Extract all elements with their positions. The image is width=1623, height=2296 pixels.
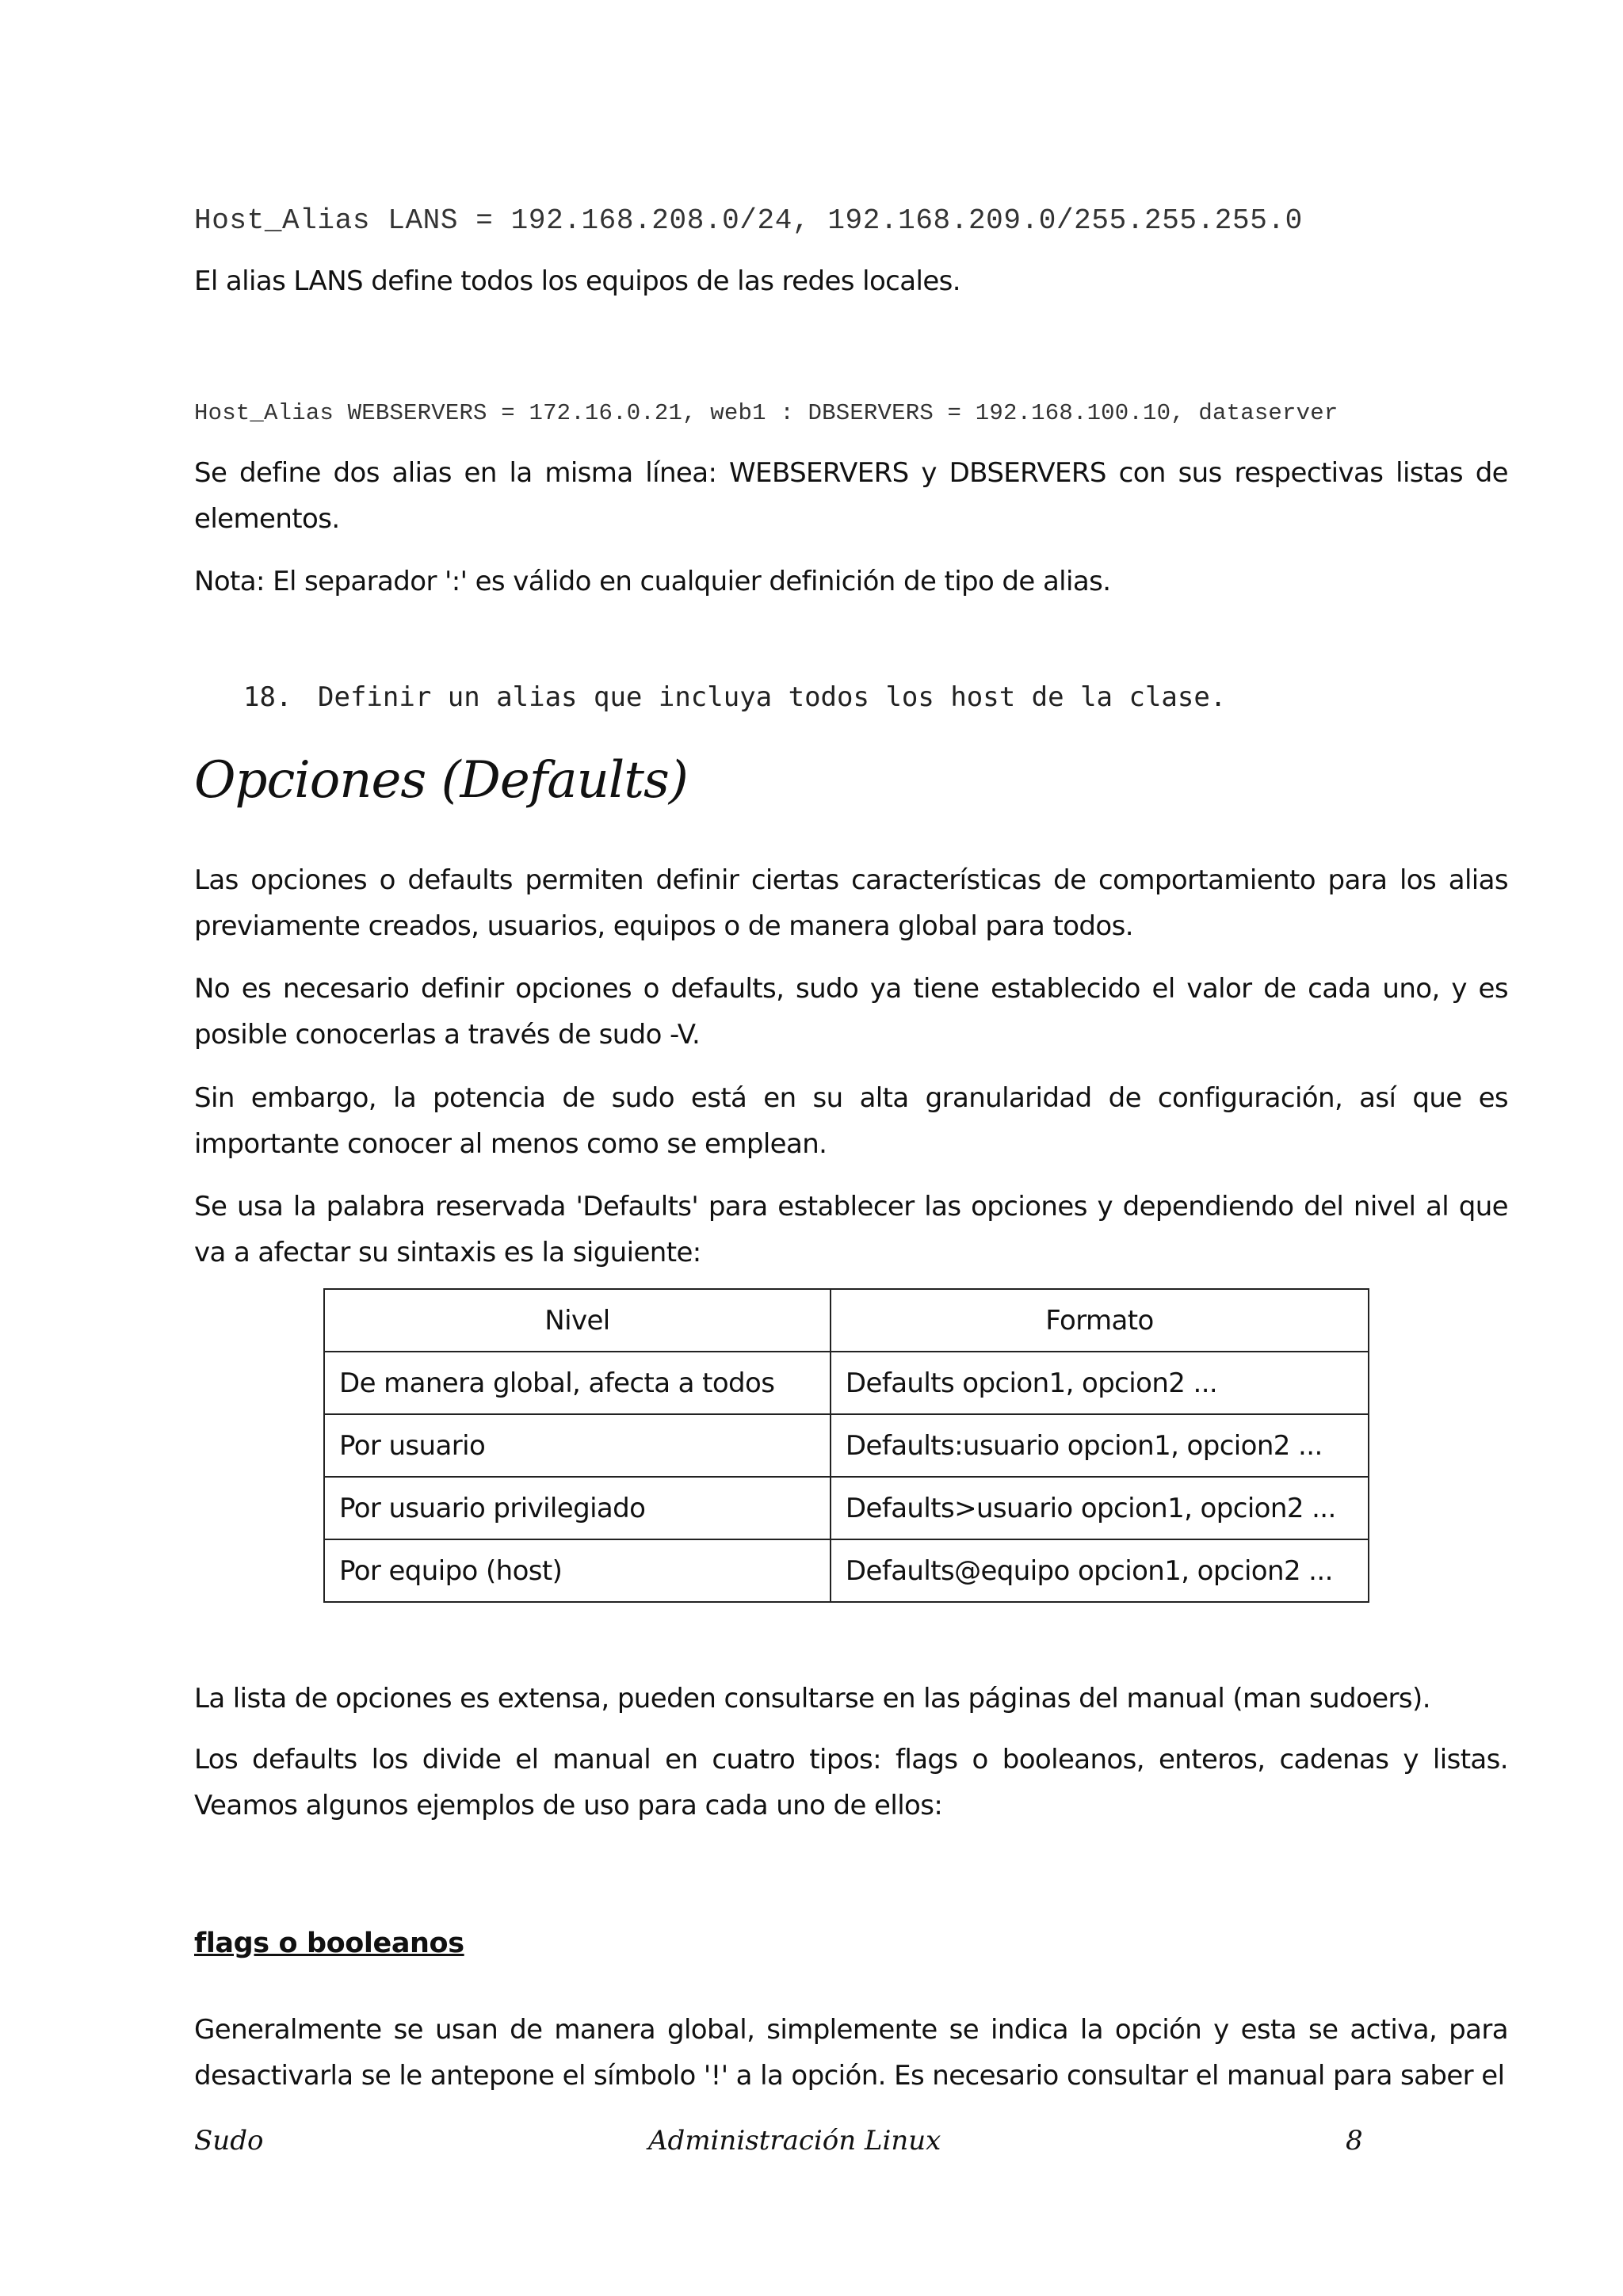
paragraph-opciones-4: Se usa la palabra reservada 'Defaults' para establecer las opciones y dependiendo del nivel al que va a afectar su sintaxis es la siguiente:: [194, 1191, 1508, 1268]
paragraph-lista: La lista de opciones es extensa, pueden consultarse en las páginas del manual (man sudoers).: [194, 1683, 1430, 1714]
paragraph-opciones-3: Sin embargo, la potencia de sudo está en su alta granularidad de configuración, así que es importante conocer al menos como se emplean.: [194, 1082, 1508, 1160]
table-cell-nivel: Por equipo (host): [324, 1539, 831, 1602]
table-header-formato: Formato: [831, 1289, 1369, 1352]
table-cell-formato: Defaults:usuario opcion1, opcion2 ...: [831, 1414, 1369, 1477]
subheading-flags: flags o booleanos: [194, 1928, 464, 1959]
table-row: [324, 1414, 1369, 1477]
footer-left-title: Sudo: [194, 2125, 264, 2157]
table-header-row: [324, 1289, 1369, 1352]
paragraph-opciones-1: Las opciones o defaults permiten definir ciertas características de comportamiento para los alias previamente creados, usuarios, equipos o de manera global para todos.: [194, 864, 1508, 942]
footer-page-number: 8: [1346, 2125, 1363, 2157]
defaults-syntax-table: [323, 1288, 1369, 1603]
table-cell-nivel: Por usuario: [324, 1414, 831, 1477]
paragraph-opciones-2: No es necesario definir opciones o defaults, sudo ya tiene establecido el valor de cada uno, y es posible conocerlas a través de sudo -V.: [194, 973, 1508, 1051]
table-cell-formato: Defaults opcion1, opcion2 ...: [831, 1352, 1369, 1414]
table-row: [324, 1477, 1369, 1539]
exercise-number: 18.: [243, 681, 292, 713]
paragraph-tipos: Los defaults los divide el manual en cuatro tipos: flags o booleanos, enteros, cadenas y listas. Veamos algunos ejemplos de uso para cada uno de ellos:: [194, 1744, 1508, 1821]
exercise-item: [243, 681, 1508, 713]
table-cell-formato: Defaults>usuario opcion1, opcion2 ...: [831, 1477, 1369, 1539]
paragraph-lans: El alias LANS define todos los equipos de las redes locales.: [194, 265, 960, 297]
paragraph-nota: Nota: El separador ':' es válido en cualquier definición de tipo de alias.: [194, 566, 1111, 597]
table-header-nivel: Nivel: [324, 1289, 831, 1352]
paragraph-flags: Generalmente se usan de manera global, simplemente se indica la opción y esta se activa, para desactivarla se le antepone el símbolo '!' a la opción. Es necesario consultar el manual para saber el: [194, 2014, 1508, 2092]
exercise-text: Definir un alias que incluya todos los host de la clase.: [318, 681, 1227, 713]
section-heading-opciones: Opciones (Defaults): [194, 751, 688, 810]
table-row: [324, 1539, 1369, 1602]
table-cell-nivel: De manera global, afecta a todos: [324, 1352, 831, 1414]
paragraph-dos-alias: Se define dos alias en la misma línea: WEBSERVERS y DBSERVERS con sus respectivas listas de elementos.: [194, 457, 1508, 535]
table-cell-formato: Defaults@equipo opcion1, opcion2 ...: [831, 1539, 1369, 1602]
table-row: [324, 1352, 1369, 1414]
code-line-lans: Host_Alias LANS = 192.168.208.0/24, 192.168.209.0/255.255.255.0: [194, 204, 1303, 237]
footer-center-title: Administración Linux: [648, 2125, 941, 2157]
table-cell-nivel: Por usuario privilegiado: [324, 1477, 831, 1539]
code-line-webservers: Host_Alias WEBSERVERS = 172.16.0.21, web1 : DBSERVERS = 192.168.100.10, dataserver: [194, 400, 1338, 426]
